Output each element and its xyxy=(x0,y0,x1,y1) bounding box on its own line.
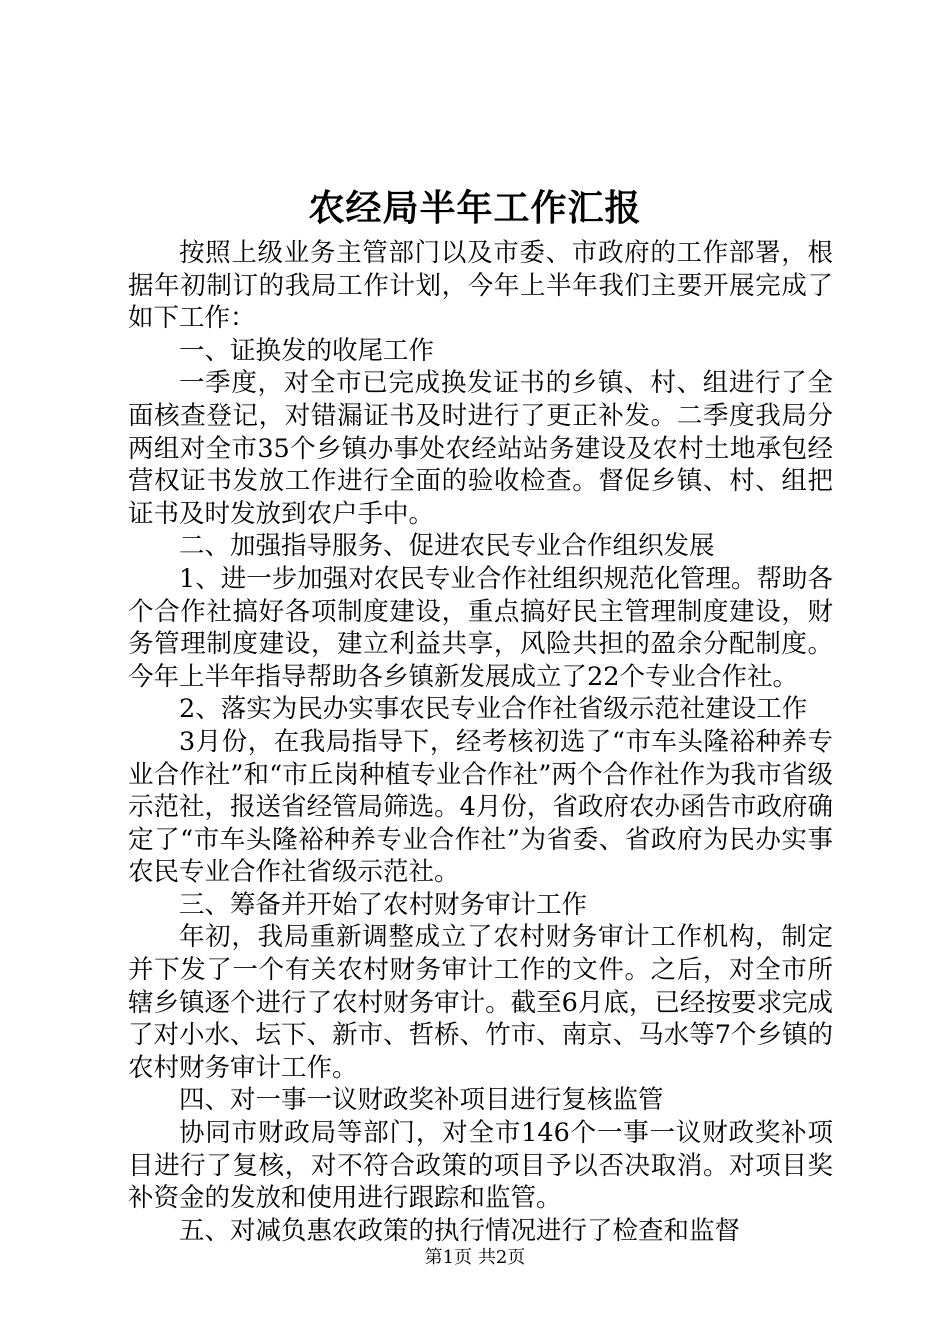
document-body xyxy=(128,237,833,1247)
subsection-heading-2-2: 2、落实为民办实事农民专业合作社省级示范社建设工作 xyxy=(179,694,808,725)
section-paragraph-4: 协同市财政局等部门，对全市146个一事一议财政奖补项目进行了复核，对不符合政策的项目予以否决取消。对项目奖补资金的发放和使用进行跟踪和监管。 xyxy=(128,1118,833,1214)
section-heading-1: 一、证换发的收尾工作 xyxy=(179,335,435,366)
section-paragraph-1: 一季度，对全市已完成换发证书的乡镇、村、组进行了全面核查登记，对错漏证书及时进行了更正补发。二季度我局分两组对全市35个乡镇办事处农经站站务建设及农村土地承包经营权证书发放工作进行全面的验收检查。督促乡镇、村、组把证书及时发放到农户手中。 xyxy=(128,368,833,529)
section-heading-3: 三、筹备并开始了农村财务审计工作 xyxy=(179,889,588,920)
section-heading-2: 二、加强指导服务、促进农民专业合作组织发展 xyxy=(179,531,715,562)
section-paragraph-3: 年初，我局重新调整成立了农村财务审计工作机构，制定并下发了一个有关农村财务审计工作的文件。之后，对全市所辖乡镇逐个进行了农村财务审计。截至6月底，已经按要求完成了对小水、坛下、新市、哲桥、竹市、南京、马水等7个乡镇的农村财务审计工作。 xyxy=(128,922,833,1083)
subsection-paragraph-2-2: 3月份，在我局指导下，经考核初选了“市车头隆裕种养专业合作社”和“市丘岗种植专业合作社”两个合作社作为我市省级示范社，报送省经管局筛选。4月份，省政府农办函告市政府确定了“市车头隆裕种养专业合作社”为省委、省政府为民办实事农民专业合作社省级示范社。 xyxy=(128,726,833,888)
intro-paragraph: 按照上级业务主管部门以及市委、市政府的工作部署，根据年初制订的我局工作计划，今年上半年我们主要开展完成了如下工作： xyxy=(128,238,833,334)
section-heading-5: 五、对减负惠农政策的执行情况进行了检查和监督 xyxy=(179,1215,741,1246)
document-title: 农经局半年工作汇报 xyxy=(308,187,642,229)
section-heading-4: 四、对一事一议财政奖补项目进行复核监管 xyxy=(179,1085,664,1116)
page-footer: 第1页 共2页 xyxy=(424,1247,526,1268)
subsection-paragraph-2-1: 1、进一步加强对农民专业合作社组织规范化管理。帮助各个合作社搞好各项制度建设，重点搞好民主管理制度建设，财务管理制度建设，建立利益共享，风险共担的盈余分配制度。今年上半年指导帮助各乡镇新发展成立了22个专业合作社。 xyxy=(128,563,833,692)
